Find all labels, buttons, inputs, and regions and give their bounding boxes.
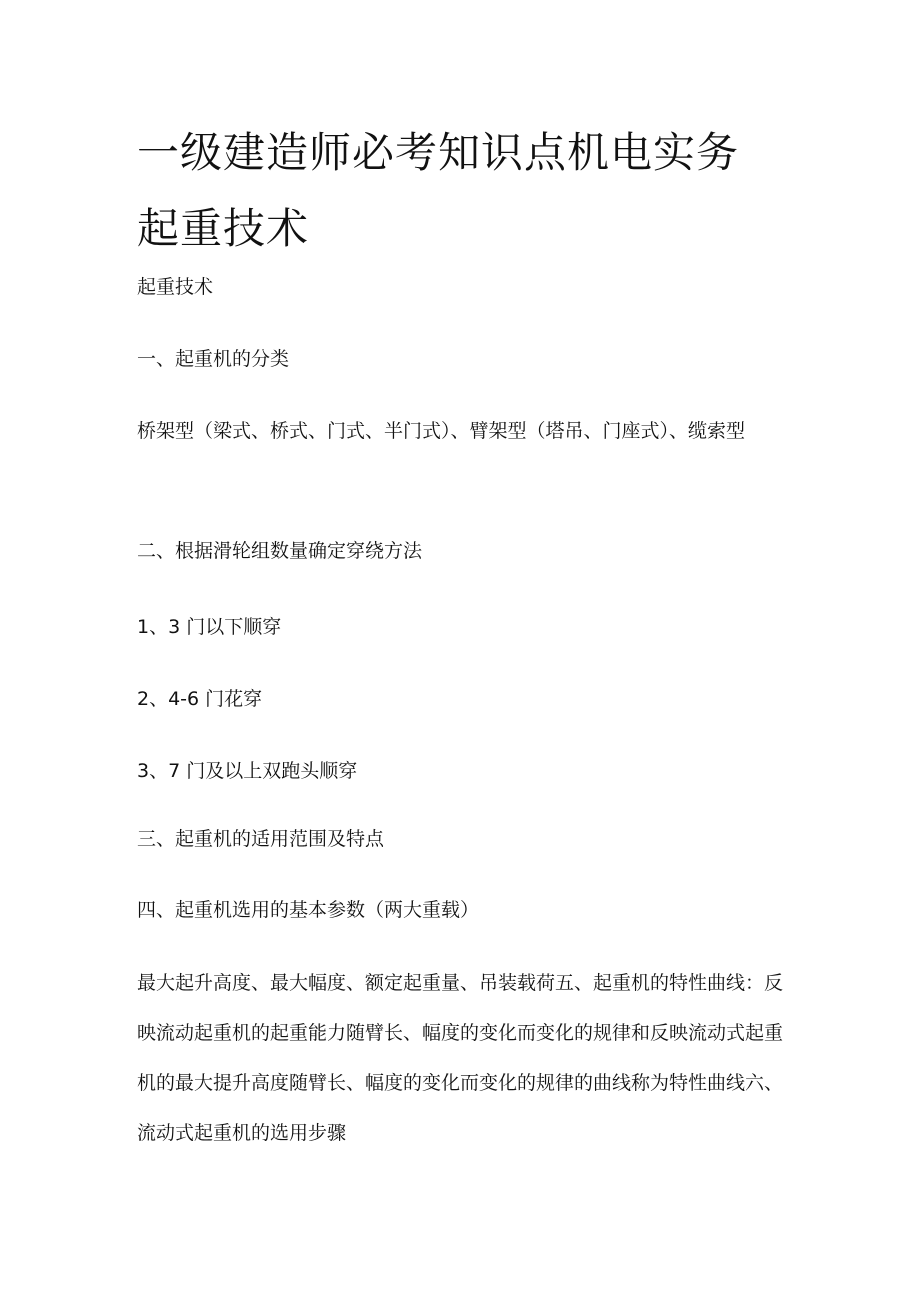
section-pulley-heading: 二、根据滑轮组数量确定穿绕方法 [137,540,423,562]
pulley-item-2: 2、4-6 门花穿 [137,688,263,710]
classification-text: 桥架型（梁式、桥式、门式、半门式）、臂架型（塔吊、门座式）、缆索型 [137,420,746,442]
section-classification-heading: 一、起重机的分类 [137,348,290,370]
document-title-line2: 起重技术 [137,204,310,253]
document-title-line1: 一级建造师必考知识点机电实务 [137,128,740,177]
section-heading: 起重技术 [137,276,214,298]
parameters-text: 最大起升高度、最大幅度、额定起重量、吊装载荷五、起重机的特性曲线：反映流动起重机的起重能力随臂长、幅度的变化而变化的规律和反映流动式起重机的最大提升高度随臂长、幅度的变化而变化的规律的曲线称为特性曲线六、流动式起重机的选用步骤 [137,972,784,1144]
pulley-item-1: 1、3 门以下顺穿 [137,616,282,638]
section-parameters-heading: 四、起重机选用的基本参数（两大重载） [137,899,480,921]
section-scope-heading: 三、起重机的适用范围及特点 [137,828,385,850]
pulley-item-3: 3、7 门及以上双跑头顺穿 [137,760,358,782]
